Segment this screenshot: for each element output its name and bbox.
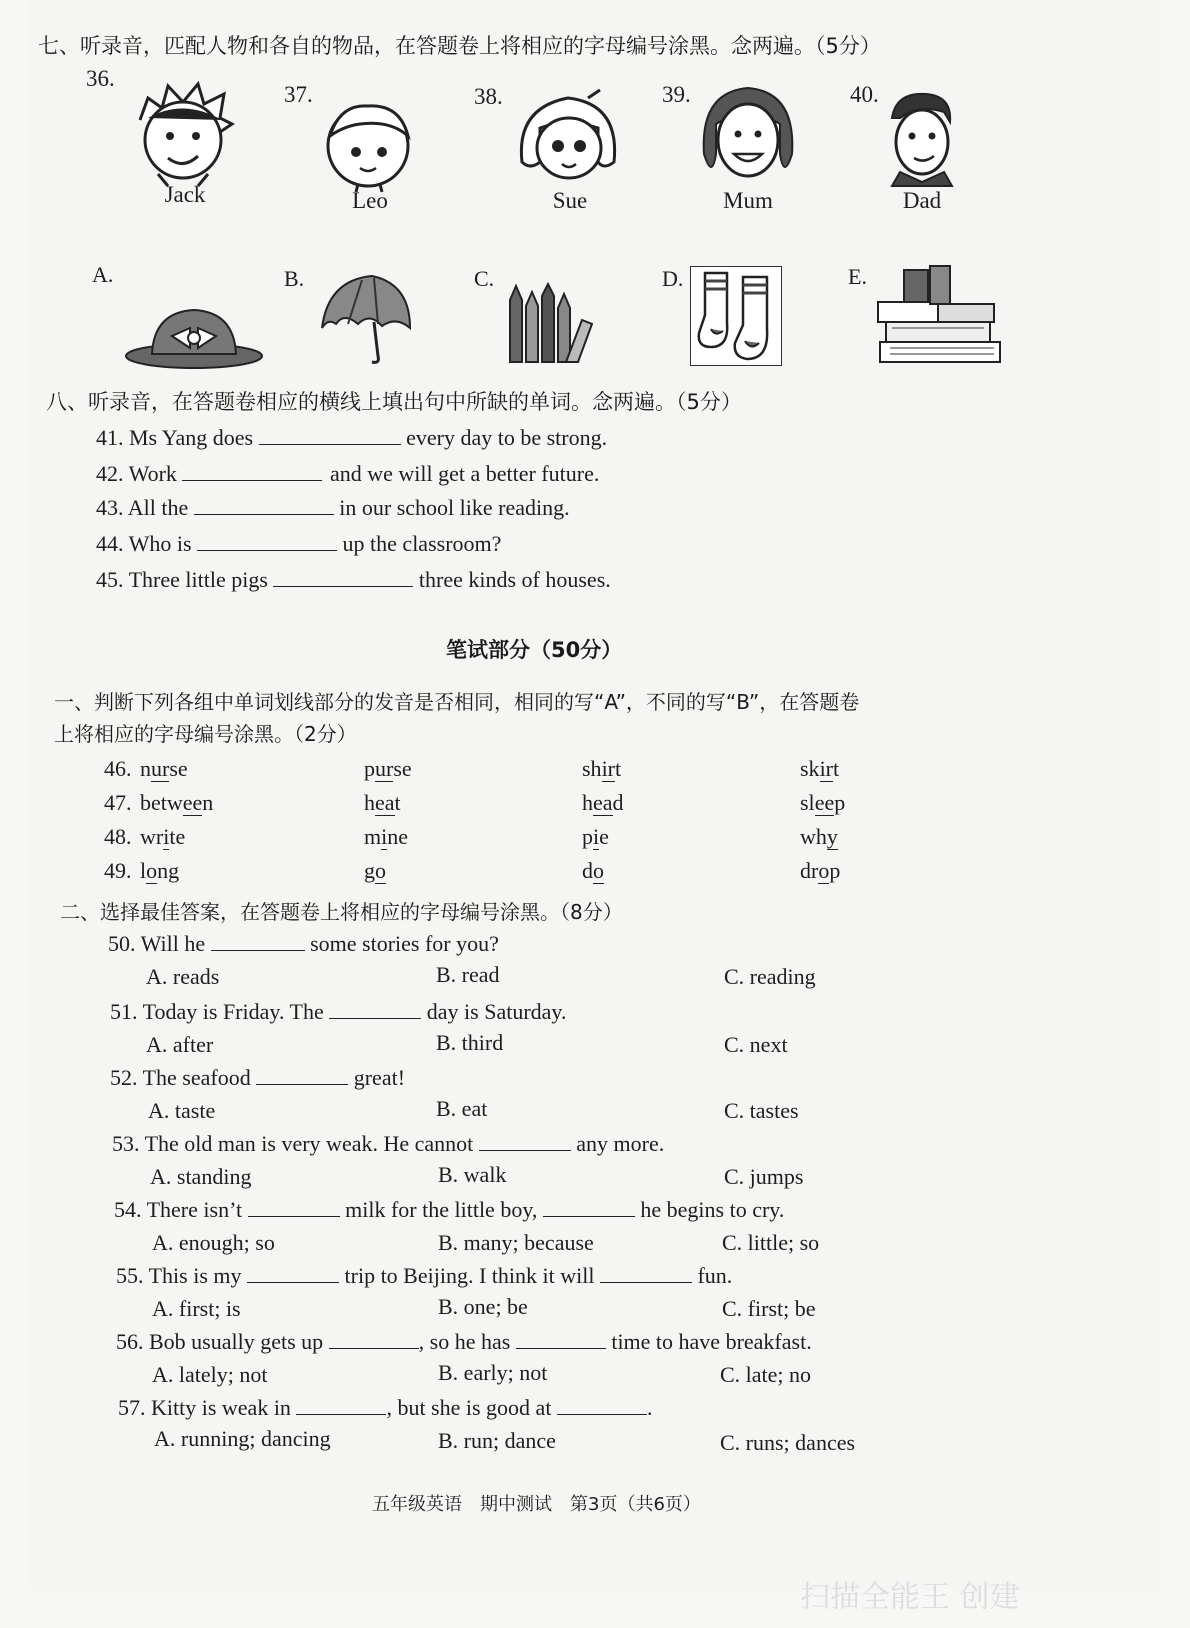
question-56: 56. Bob usually gets up , so he has time to have breakfast. xyxy=(116,1329,812,1354)
q55-option-c[interactable]: C. first; be xyxy=(722,1296,816,1321)
q46-word-1: nurse xyxy=(140,756,188,781)
q49-word-3: do xyxy=(582,858,604,883)
q48-word-4: why xyxy=(800,824,838,849)
q47-word-4: sleep xyxy=(800,790,846,815)
question-45 xyxy=(96,566,611,593)
dad-face-icon xyxy=(880,88,960,193)
q51-option-b[interactable]: B. third xyxy=(436,1030,504,1055)
scanner-watermark: 扫描全能王 创建 xyxy=(800,1580,1020,1615)
q54-blank-1[interactable] xyxy=(248,1196,340,1217)
q45-text-before: 45. Three little pigs xyxy=(96,567,268,592)
person-name-leo: Leo xyxy=(352,188,388,213)
page-footer: 五年级英语 期中测试 第3页（共6页） xyxy=(372,1494,701,1515)
crayons-icon xyxy=(506,284,596,369)
question-57: 57. Kitty is weak in , but she is good at . xyxy=(118,1395,653,1420)
q42-text-after: and we will get a better future. xyxy=(329,461,600,486)
q41-text-after: every day to be strong. xyxy=(406,425,608,450)
question-number-36: 36. xyxy=(86,66,115,91)
q49-word-4: drop xyxy=(800,858,841,883)
q41-text-before: 41. Ms Yang does xyxy=(96,425,254,450)
socks-icon xyxy=(690,266,782,366)
q55-blank-2[interactable] xyxy=(600,1262,692,1283)
q47-word-1: between xyxy=(140,790,214,815)
mum-face-icon xyxy=(700,84,796,193)
q42-text-before: 42. Work xyxy=(96,461,177,486)
question-41 xyxy=(96,424,607,451)
q53-option-b[interactable]: B. walk xyxy=(438,1162,507,1187)
q44-blank[interactable] xyxy=(197,530,337,551)
q49-word-1: long xyxy=(140,858,180,883)
q54-option-c[interactable]: C. little; so xyxy=(722,1230,820,1255)
q48-number: 48. xyxy=(104,824,132,849)
question-number-40: 40. xyxy=(850,82,879,107)
umbrella-icon xyxy=(318,272,414,373)
q52-blank[interactable] xyxy=(256,1064,348,1085)
q45-text-after: three kinds of houses. xyxy=(418,567,611,592)
person-name-dad: Dad xyxy=(902,188,942,213)
q51-blank[interactable] xyxy=(329,998,421,1019)
q49-number: 49. xyxy=(104,858,132,883)
sue-face-icon xyxy=(514,88,624,193)
written-part-title: 笔试部分（50分） xyxy=(446,638,623,662)
item-letter-c: C. xyxy=(474,266,495,291)
q47-word-2: heat xyxy=(364,790,401,815)
q43-text-before: 43. All the xyxy=(96,495,189,520)
question-55: 55. This is my trip to Beijing. I think it will fun. xyxy=(116,1263,733,1288)
q55-option-b[interactable]: B. one; be xyxy=(438,1294,528,1319)
q42-blank[interactable] xyxy=(182,460,322,481)
person-name-sue: Sue xyxy=(552,188,588,213)
q44-text-after: up the classroom? xyxy=(342,531,502,556)
q55-blank-1[interactable] xyxy=(247,1262,339,1283)
q50-option-c[interactable]: C. reading xyxy=(724,964,816,989)
q52-option-b[interactable]: B. eat xyxy=(436,1096,488,1121)
q53-option-c[interactable]: C. jumps xyxy=(724,1164,804,1189)
person-name-mum: Mum xyxy=(723,188,773,213)
q50-option-a[interactable]: A. reads xyxy=(146,964,220,989)
question-number-37: 37. xyxy=(284,82,313,107)
q46-word-3: shirt xyxy=(582,756,622,781)
q56-blank-2[interactable] xyxy=(516,1328,606,1349)
person-name-jack: Jack xyxy=(164,182,206,207)
q47-word-3: head xyxy=(582,790,624,815)
q54-blank-2[interactable] xyxy=(543,1196,635,1217)
q53-blank[interactable] xyxy=(479,1130,571,1151)
q50-option-b[interactable]: B. read xyxy=(436,962,500,987)
q48-word-2: mine xyxy=(364,824,409,849)
q48-word-1: write xyxy=(140,824,186,849)
item-letter-d: D. xyxy=(662,266,684,291)
part1-title-line2: 上将相应的字母编号涂黑。（2分） xyxy=(54,722,357,746)
q57-option-a[interactable]: A. running; dancing xyxy=(154,1426,331,1451)
question-number-39: 39. xyxy=(662,82,691,107)
part1-title-line1: 一、判断下列各组中单词划线部分的发音是否相同，相同的写“A”，不同的写“B”，在答题卷 xyxy=(54,690,860,714)
q46-word-4: skirt xyxy=(800,756,840,781)
q43-blank[interactable] xyxy=(194,494,334,515)
books-icon xyxy=(874,264,1004,373)
q44-text-before: 44. Who is xyxy=(96,531,192,556)
item-letter-e: E. xyxy=(848,264,867,289)
section7-title: 七、听录音，匹配人物和各自的物品，在答题卷上将相应的字母编号涂黑。念两遍。（5分） xyxy=(38,34,881,58)
q54-option-a[interactable]: A. enough; so xyxy=(152,1230,275,1255)
question-43 xyxy=(96,494,570,521)
question-52: 52. The seafood great! xyxy=(110,1065,406,1090)
question-44 xyxy=(96,530,501,557)
hat-icon xyxy=(124,306,264,375)
q47-number: 47. xyxy=(104,790,132,815)
section8-title: 八、听录音，在答题卷相应的横线上填出句中所缺的单词。念两遍。（5分） xyxy=(46,390,742,414)
q57-option-c[interactable]: C. runs; dances xyxy=(720,1430,856,1455)
question-53: 53. The old man is very weak. He cannot any more. xyxy=(112,1131,665,1156)
q54-option-b[interactable]: B. many; because xyxy=(438,1230,594,1255)
q57-option-b[interactable]: B. run; dance xyxy=(438,1428,556,1453)
part2-title: 二、选择最佳答案，在答题卷上将相应的字母编号涂黑。（8分） xyxy=(60,900,623,924)
q57-blank-1[interactable] xyxy=(296,1394,386,1415)
q46-number: 46. xyxy=(104,756,132,781)
q45-blank[interactable] xyxy=(273,566,413,587)
question-42 xyxy=(96,460,599,487)
q53-option-a[interactable]: A. standing xyxy=(150,1164,252,1189)
q56-option-b[interactable]: B. early; not xyxy=(438,1360,548,1385)
q57-blank-2[interactable] xyxy=(557,1394,647,1415)
q55-option-a[interactable]: A. first; is xyxy=(152,1296,241,1321)
q46-word-2: purse xyxy=(364,756,412,781)
q50-blank[interactable] xyxy=(211,930,305,951)
question-51: 51. Today is Friday. The day is Saturday. xyxy=(110,999,567,1024)
question-54: 54. There isn’t milk for the little boy, he begins to cry. xyxy=(114,1197,785,1222)
item-letter-a: A. xyxy=(92,262,114,287)
q51-option-a[interactable]: A. after xyxy=(146,1032,214,1057)
item-letter-b: B. xyxy=(284,266,305,291)
question-50: 50. Will he some stories for you? xyxy=(108,931,499,956)
question-number-38: 38. xyxy=(474,84,503,109)
q49-word-2: go xyxy=(364,858,386,883)
q43-text-after: in our school like reading. xyxy=(339,495,570,520)
q56-blank-1[interactable] xyxy=(329,1328,419,1349)
jack-face-icon xyxy=(128,78,238,193)
leo-face-icon xyxy=(320,96,420,197)
q56-option-c[interactable]: C. late; no xyxy=(720,1362,812,1387)
q41-blank[interactable] xyxy=(259,424,401,445)
q52-option-c[interactable]: C. tastes xyxy=(724,1098,799,1123)
q51-option-c[interactable]: C. next xyxy=(724,1032,788,1057)
q56-option-a[interactable]: A. lately; not xyxy=(152,1362,268,1387)
q52-option-a[interactable]: A. taste xyxy=(148,1098,216,1123)
q48-word-3: pie xyxy=(582,824,609,849)
